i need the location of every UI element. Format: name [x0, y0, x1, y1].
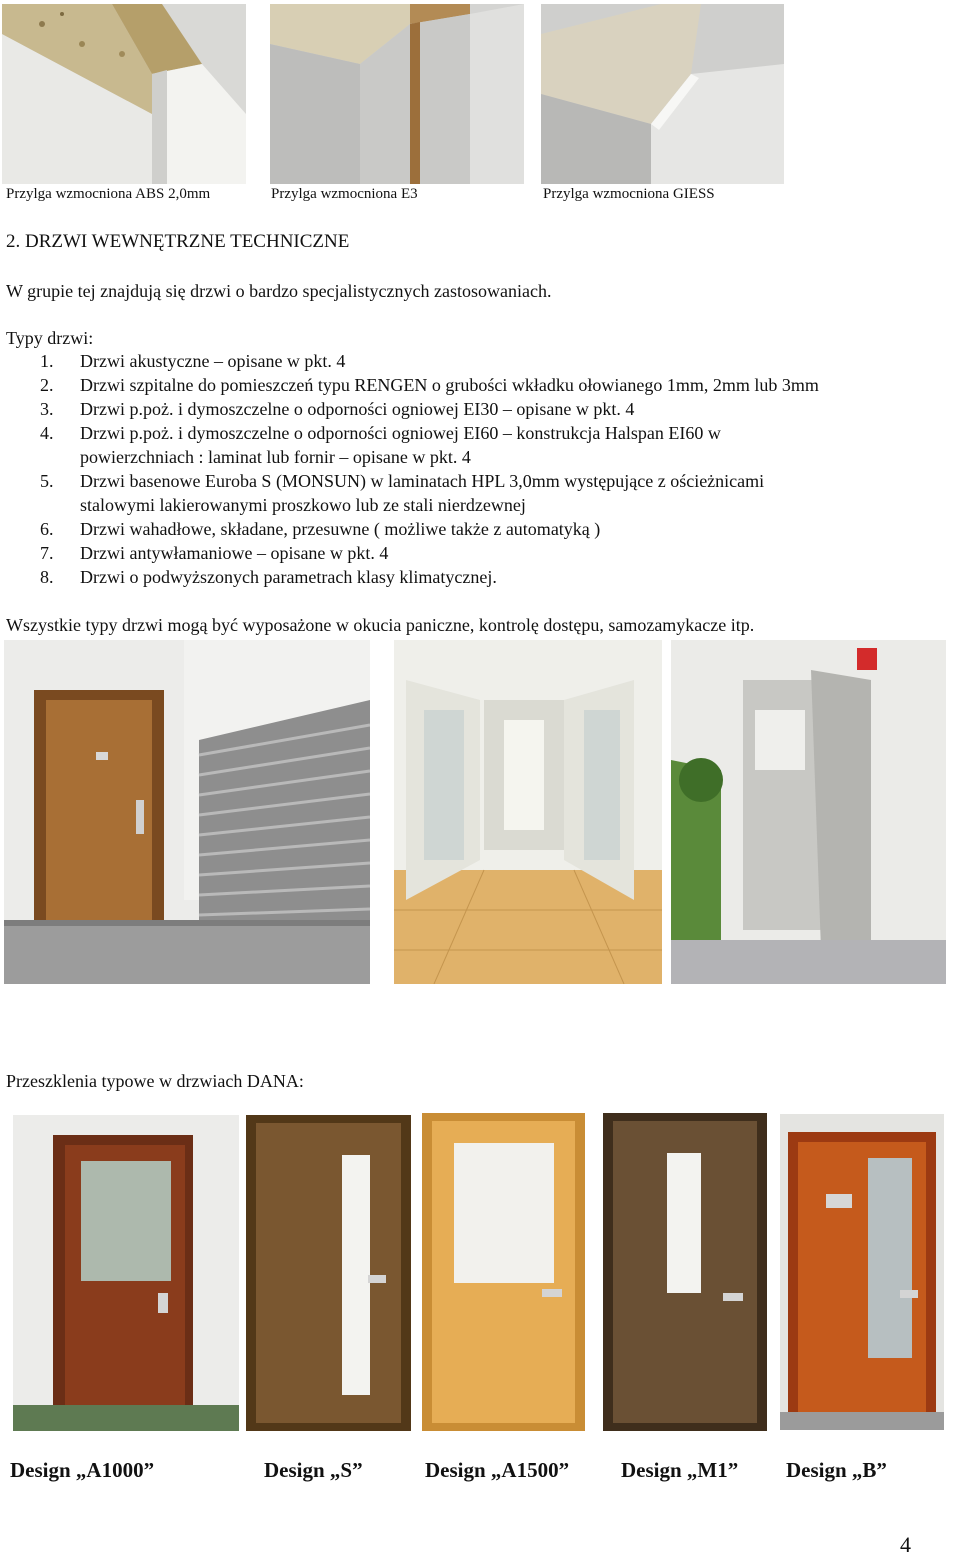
equipment-note: Wszystkie typy drzwi mogą być wyposażone w okucia paniczne, kontrolę dostępu, samozamykacze itp.	[6, 615, 755, 635]
list-item: 6. Drzwi wahadłowe, składane, przesuwne ( możliwe także z automatyką )	[40, 519, 601, 539]
list-item: 8. Drzwi o podwyższonych parametrach klasy klimatycznej.	[40, 567, 497, 587]
edge-photo-e3	[270, 4, 524, 184]
design-a1500-label: Design „A1500”	[425, 1458, 570, 1482]
edge-photo-abs	[2, 4, 246, 184]
photo-wooden-door-stairs	[4, 640, 370, 984]
design-b-photo	[780, 1114, 944, 1430]
list-item: 4. Drzwi p.poż. i dymoszczelne o odporności ogniowej EI60 – konstrukcja Halspan EI60 w powierzchniach : laminat lub fornir – opisane w pkt. 4	[40, 423, 721, 467]
list-item: 2. Drzwi szpitalne do pomieszczeń typu RENGEN o grubości wkładku ołowianego 1mm, 2mm lub 3mm	[40, 375, 819, 395]
caption-e3: Przylga wzmocniona E3	[271, 186, 418, 202]
photo-xray-door	[671, 640, 946, 984]
types-label: Typy drzwi:	[6, 328, 94, 348]
caption-abs: Przylga wzmocniona ABS 2,0mm	[6, 186, 211, 202]
design-a1000-photo	[13, 1115, 239, 1431]
list-item: 1. Drzwi akustyczne – opisane w pkt. 4	[40, 351, 346, 371]
design-m1-photo	[603, 1113, 767, 1431]
list-item: 5. Drzwi basenowe Euroba S (MONSUN) w laminatach HPL 3,0mm występujące z ościeżnicami stalowymi lakierowanymi proszkowo lub ze stali nierdzewnej	[40, 471, 765, 515]
design-a1000-label: Design „A1000”	[10, 1458, 155, 1482]
design-b-label: Design „B”	[786, 1458, 887, 1482]
page-number: 4	[900, 1532, 911, 1557]
design-m1-label: Design „M1”	[621, 1458, 739, 1482]
list-item: 7. Drzwi antywłamaniowe – opisane w pkt. 4	[40, 543, 389, 563]
section-intro: W grupie tej znajdują się drzwi o bardzo specjalistycznych zastosowaniach.	[6, 281, 552, 301]
caption-giess: Przylga wzmocniona GIESS	[543, 186, 715, 202]
design-a1500-photo	[422, 1113, 585, 1431]
door-types-list	[6, 349, 946, 589]
design-s-photo	[246, 1115, 411, 1431]
list-item: 3. Drzwi p.poż. i dymoszczelne o odporności ogniowej EI30 – opisane w pkt. 4	[40, 399, 635, 419]
edge-photo-giess	[541, 4, 784, 184]
glazing-label: Przeszklenia typowe w drzwiach DANA:	[6, 1071, 304, 1091]
section-heading: 2. DRZWI WEWNĘTRZNE TECHNICZNE	[6, 231, 350, 252]
design-s-label: Design „S”	[264, 1458, 363, 1482]
photo-double-doors-corridor	[394, 640, 662, 984]
